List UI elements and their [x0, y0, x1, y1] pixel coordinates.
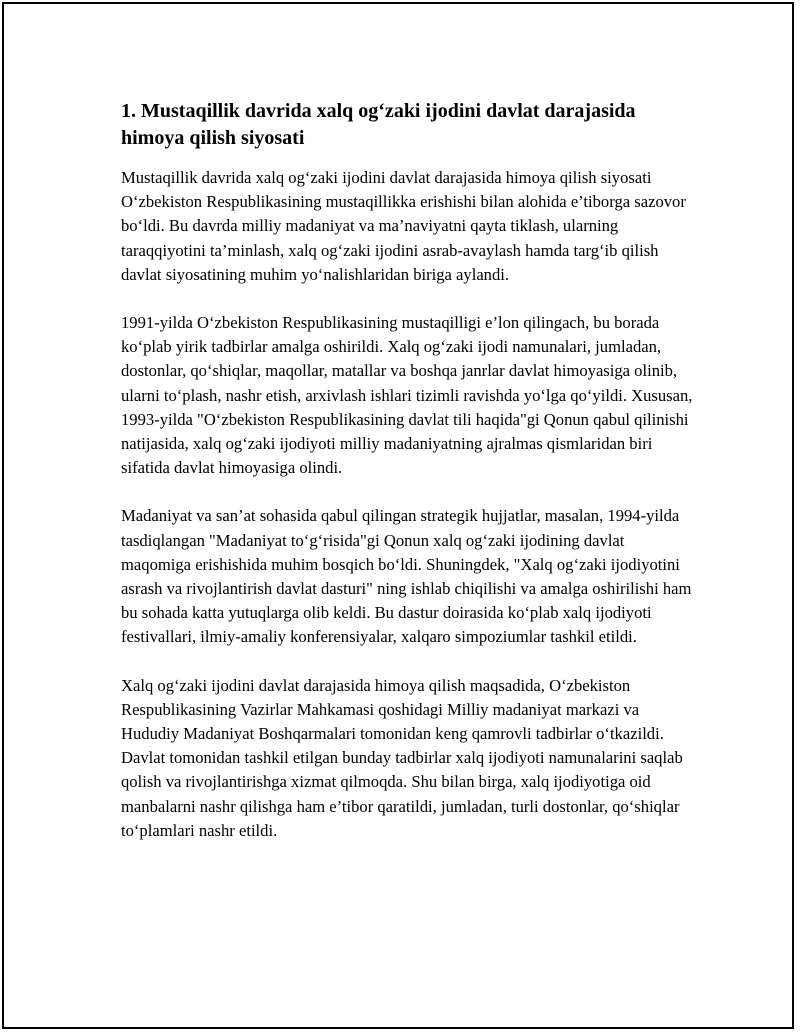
paragraph-3: Madaniyat va san’at sohasida qabul qilingan strategik hujjatlar, masalan, 1994-yilda tasdiqlangan "Madaniyat to‘g‘risida"gi Qonun xalq og‘zaki ijodining davlat maqomiga erishishida muhim bosqich bo‘ldi. Shuningdek, "Xalq og‘zaki ijodiyotini asrash va rivojlantirish davlat dasturi" ning ishlab chiqilishi va amalga oshirilishi ham bu sohada katta yutuqlarga olib keldi. Bu dastur doirasida ko‘plab xalq ijodiyoti festivallari, ilmiy-amaliy konferensiyalar, xalqaro simpoziumlar tashkil etildi.: [121, 506, 692, 647]
paragraph-4: Xalq og‘zaki ijodini davlat darajasida himoya qilish maqsadida, O‘zbekiston Respublikasining Vazirlar Mahkamasi qoshidagi Milliy madaniyat markazi va Hududiy Madaniyat Boshqarmalari tomonidan keng qamrovli tadbirlar o‘tkazildi. Davlat tomonidan tashkil etilgan bunday tadbirlar xalq ijodiyoti namunalarini saqlab qolish va rivojlantirishga xizmat qilmoqda. Shu bilan birga, xalq ijodiyotiga oid manbalarni nashr qilishga ham e’tibor qaratildi, jumladan, turli dostonlar, qo‘shiqlar to‘plamlari nashr etildi.: [121, 675, 683, 840]
paragraph-1: Mustaqillik davrida xalq og‘zaki ijodini davlat darajasida himoya qilish siyosati O‘zbekiston Respublikasining mustaqillikka erishishi bilan alohida e’tiborga sazovor bo‘ldi. Bu davrda milliy madaniyat va ma’naviyatni qayta tiklash, ularning taraqqiyotini ta’minlash, xalq og‘zaki ijodini asrab-avaylash hamda targ‘ib qilish davlat siyosatining muhim yo‘nalishlaridan biriga aylandi.: [121, 168, 686, 284]
page-frame: [2, 2, 794, 1029]
document-body: [121, 98, 696, 867]
paragraph-2: 1991-yilda O‘zbekiston Respublikasining mustaqilligi e’lon qilingach, bu borada ko‘plab yirik tadbirlar amalga oshirildi. Xalq og‘zaki ijodi namunalari, jumladan, dostonlar, qo‘shiqlar, maqollar, matallar va boshqa janrlar davlat himoyasiga olinib, ularni to‘plash, nashr etish, arxivlash ishlari tizimli ravishda yo‘lga qo‘yildi. Xususan, 1993-yilda "O‘zbekiston Respublikasining davlat tili haqida"gi Qonun qabul qilinishi natijasida, xalq og‘zaki ijodiyoti milliy madaniyatning ajralmas qismlaridan biri sifatida davlat himoyasiga olindi.: [121, 313, 693, 478]
section-heading: 1. Mustaqillik davrida xalq og‘zaki ijodini davlat darajasida himoya qilish siyosati: [121, 100, 636, 149]
